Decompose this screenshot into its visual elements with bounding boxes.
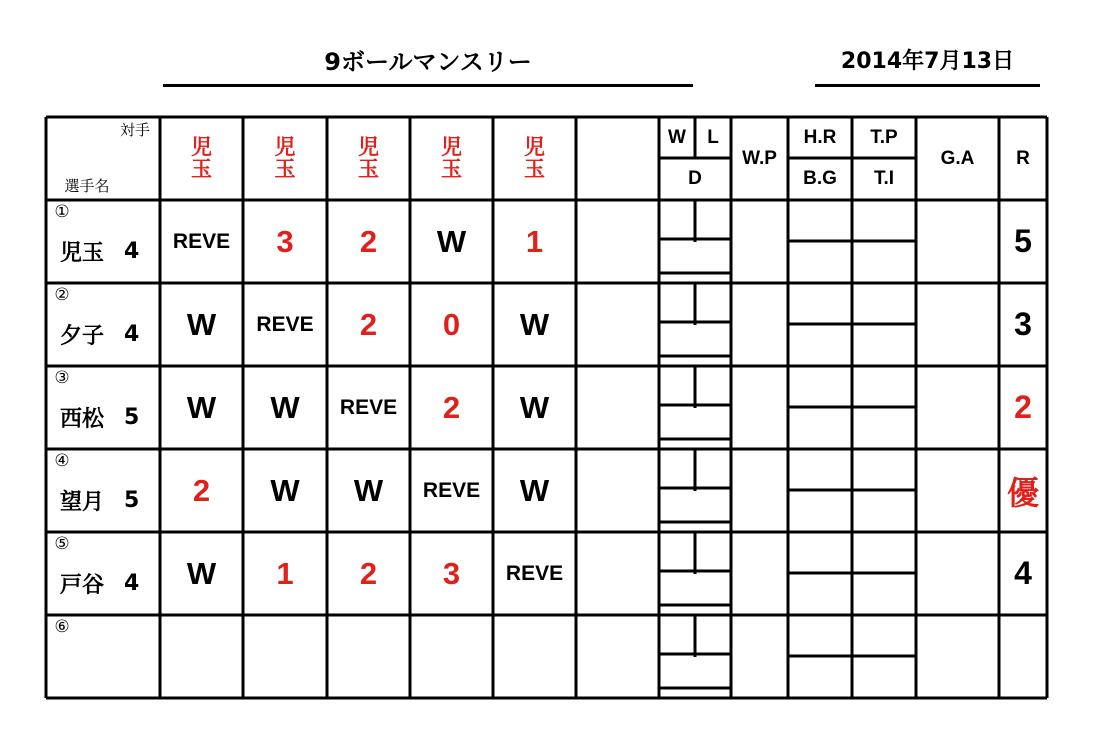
opponent-header-line2: 玉	[191, 157, 212, 181]
match-result-cell	[410, 615, 493, 698]
player-number: ③	[54, 368, 70, 388]
match-result-cell: W	[270, 389, 300, 425]
player-handicap	[124, 635, 154, 698]
match-result-cell: W	[186, 389, 217, 425]
opponent-header	[410, 117, 493, 200]
match-result-cell: W	[186, 306, 217, 342]
match-result-cell: 2	[442, 389, 461, 425]
opponent-header-line1: 児	[441, 135, 462, 159]
opponent-header-line1: 児	[191, 135, 212, 159]
match-result-cell: 2	[359, 223, 378, 259]
opponent-header	[160, 117, 243, 200]
player-name: 戸谷	[60, 573, 105, 598]
header-tp: T.P	[870, 126, 898, 148]
header-bg: B.G	[803, 168, 837, 189]
match-result-cell: 2	[359, 306, 378, 342]
match-result-cell: 0	[442, 306, 461, 342]
match-result-cell: 1	[276, 555, 294, 591]
match-result-cell: W	[353, 472, 384, 508]
opponent-header-line1: 児	[524, 135, 545, 159]
match-result-cell	[493, 615, 576, 698]
match-result-cell	[327, 615, 410, 698]
player-name: 児玉	[60, 241, 105, 266]
player-handicap: 4	[124, 322, 140, 347]
corner-player-label: 選手名	[64, 176, 110, 195]
player-handicap: 4	[124, 571, 140, 596]
match-result-cell	[243, 615, 327, 698]
opponent-header-line2: 玉	[441, 157, 462, 181]
match-result-cell	[160, 615, 243, 698]
corner-opponent-label: 対手	[119, 120, 150, 139]
player-handicap: 4	[124, 239, 140, 264]
match-result-cell: W	[186, 555, 217, 591]
match-result-cell: W	[270, 472, 300, 508]
self-match-cell: REVE	[505, 561, 564, 585]
match-result-cell: W	[519, 472, 550, 508]
opponent-header	[327, 117, 410, 200]
rank-cell: 5	[1014, 223, 1032, 259]
player-name: 望月	[60, 490, 105, 515]
match-result-cell: 1	[525, 223, 544, 259]
header-l: L	[707, 126, 719, 148]
header-ga: G.A	[940, 147, 975, 169]
match-result-cell: 3	[442, 555, 461, 591]
match-result-cell: 2	[359, 555, 378, 591]
opponent-header-line2: 玉	[358, 157, 379, 181]
opponent-header	[493, 117, 576, 200]
player-number: ①	[54, 202, 70, 222]
rank-cell	[999, 615, 1047, 698]
match-result-cell: W	[519, 306, 550, 342]
self-match-cell: REVE	[339, 395, 398, 419]
self-match-cell: REVE	[172, 229, 231, 253]
rank-cell: 優	[1006, 474, 1039, 511]
header-wp: W.P	[742, 147, 777, 169]
player-name	[60, 635, 122, 698]
opponent-header	[243, 117, 327, 200]
rank-cell: 4	[1014, 555, 1032, 591]
player-number: ②	[54, 285, 70, 305]
player-handicap: 5	[124, 405, 140, 430]
player-number: ⑥	[54, 617, 70, 637]
player-handicap: 5	[124, 488, 140, 513]
match-result-cell: W	[436, 223, 467, 259]
rank-cell: 3	[1014, 306, 1032, 342]
page-title: 9ボールマンスリー	[163, 44, 693, 87]
player-number: ⑤	[54, 534, 70, 554]
opponent-header-line2: 玉	[274, 157, 296, 181]
header-r: R	[1016, 147, 1030, 169]
header-hr: H.R	[803, 126, 837, 148]
player-name: 西松	[60, 407, 105, 432]
match-result-cell: W	[519, 389, 550, 425]
player-number: ④	[54, 451, 70, 471]
header-ti: T.I	[873, 168, 895, 189]
opponent-header-line1: 児	[274, 135, 296, 159]
self-match-cell: REVE	[422, 478, 481, 502]
header-d: D	[688, 168, 702, 189]
rank-cell: 2	[1014, 389, 1032, 425]
event-date: 2014年7月13日	[815, 44, 1040, 87]
self-match-cell: REVE	[256, 312, 314, 336]
opponent-header-line2: 玉	[524, 157, 545, 181]
match-result-cell: 3	[276, 223, 294, 259]
header-w: W	[668, 126, 686, 148]
player-name: 夕子	[60, 324, 105, 349]
opponent-header-line1: 児	[358, 135, 379, 159]
match-result-cell: 2	[192, 472, 211, 508]
